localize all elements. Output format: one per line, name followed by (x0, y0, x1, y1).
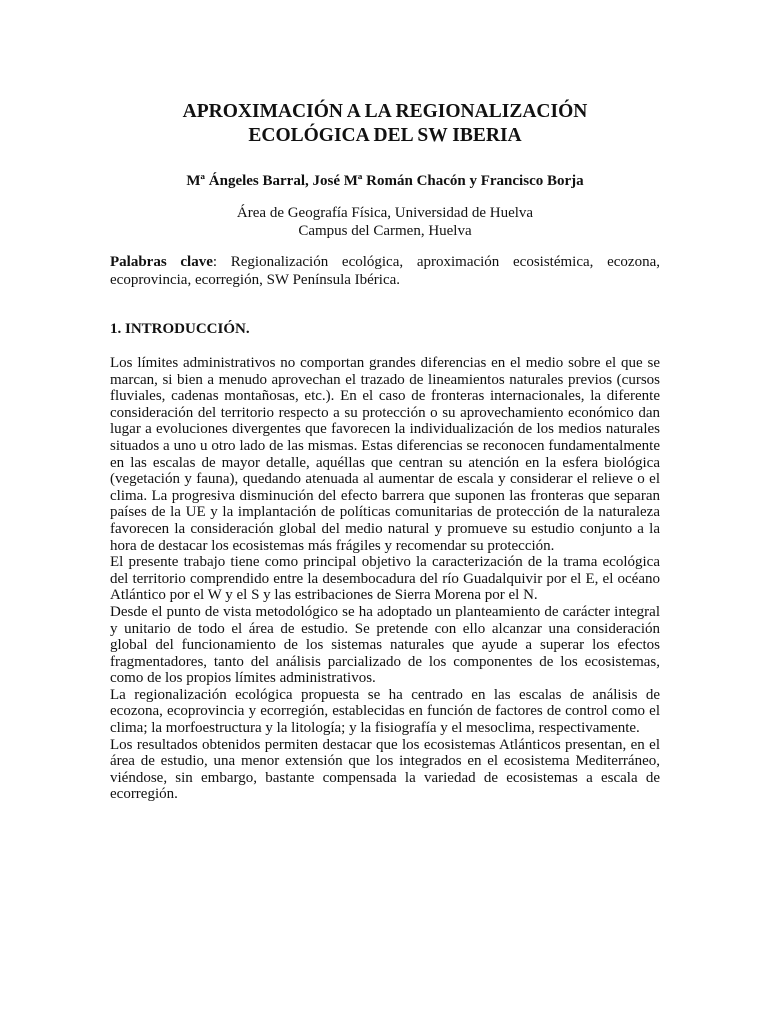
title-line-1: APROXIMACIÓN A LA REGIONALIZACIÓN (182, 101, 588, 122)
keywords-label: Palabras clave (110, 254, 213, 270)
affiliation-line-1: Área de Geografía Física, Universidad de Huelva (236, 205, 534, 221)
keywords (110, 254, 660, 289)
document-title (110, 100, 660, 148)
affiliation-line-2: Campus del Carmen, Huelva (298, 223, 472, 239)
document-page (110, 100, 660, 803)
affiliation (110, 204, 660, 240)
paragraph: Los resultados obtenidos permiten destacar que los ecosistemas Atlánticos presentan, en el área de estudio, una menor extensión que los integrados en el ecosistema Mediterráneo, viéndose, sin embargo, bastante compensada la variedad de ecosistemas a escala de ecorregión. (110, 736, 660, 803)
title-line-2: ECOLÓGICA DEL SW IBERIA (248, 125, 522, 146)
paragraph: La regionalización ecológica propuesta se ha centrado en las escalas de análisis de ecozona, ecoprovincia y ecorregión, establecidas en función de factores de control como el clima; la morfoestructura y la litología; y la fisiografía y el mesoclima, respectivamente. (110, 686, 660, 737)
section-heading: 1. INTRODUCCIÓN. (110, 321, 250, 337)
authors-line: Mª Ángeles Barral, José Mª Román Chacón y Francisco Borja (186, 173, 584, 189)
paragraph: Los límites administrativos no comportan grandes diferencias en el medio sobre el que se marcan, si bien a menudo aprovechan el trazado de lineamientos naturales previos (cursos fluviales, cadenas montañosas, etc.). En el caso de fronteras internacionales, la diferente consideración del territorio respecto a su protección o su aprovechamiento económico dan lugar a evoluciones divergentes que favorecen la individualización de los medios naturales situados a uno u otro lado de las mismas. Estas diferencias se reconocen fundamentalmente en las escalas de mayor detalle, aquéllas que centran su atención en la esfera biológica (vegetación y fauna), quedando atenuada al aumentar de escala y considerar el relieve o el clima. La progresiva disminución del efecto barrera que suponen las fronteras que separan países de la UE y la implantación de políticas comunitarias de protección de la naturaleza favorecen la consideración global del medio natural y promueve su estudio conjunto a la hora de destacar los ecosistemas más frágiles y recomendar su protección. (110, 355, 660, 554)
section-body (110, 355, 660, 803)
paragraph: Desde el punto de vista metodológico se ha adoptado un planteamiento de carácter integral y unitario de todo el área de estudio. Se pretende con ello alcanzar una consideración global del funcionamiento de los sistemas naturales que ayude a superar los efectos fragmentadores, tanto del análisis parcializado de los componentes de los ecosistemas, como de los propios límites administrativos. (110, 603, 660, 687)
keywords-text: : Regionalización ecológica, aproximación ecosistémica, ecozona, ecoprovincia, ecorregión, SW Península Ibérica. (110, 254, 660, 288)
paragraph: El presente trabajo tiene como principal objetivo la caracterización de la trama ecológica del territorio comprendido entre la desembocadura del río Guadalquivir por el E, el océano Atlántico por el W y el S y las estribaciones de Sierra Morena por el N. (110, 554, 660, 604)
